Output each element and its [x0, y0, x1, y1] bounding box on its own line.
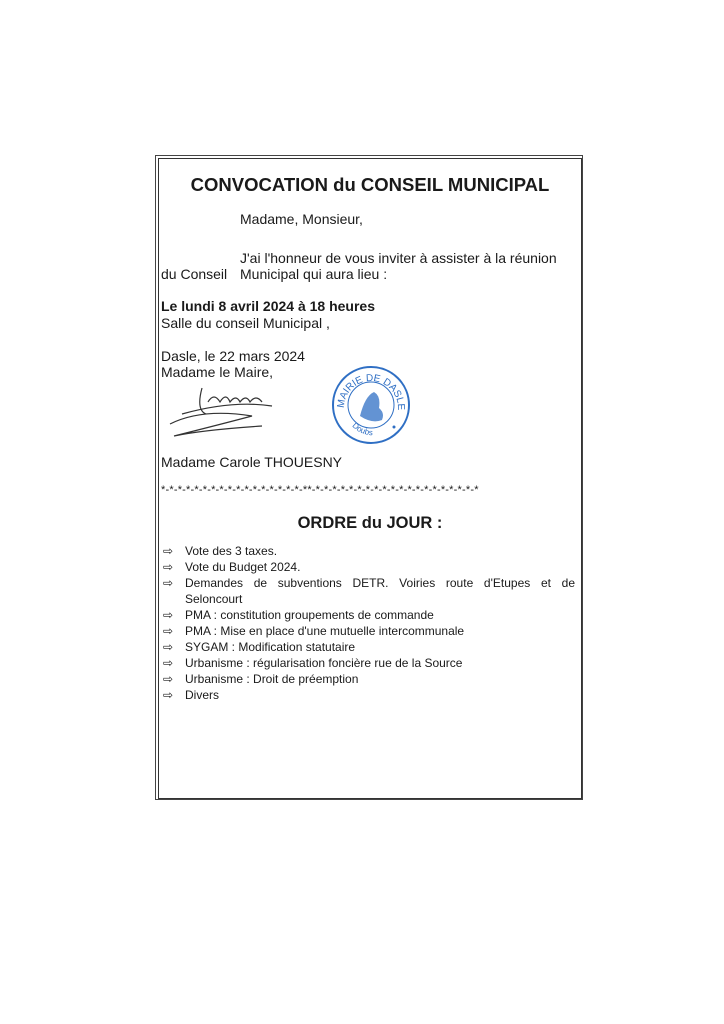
agenda-item: ⇨ Urbanisme : Droit de préemption: [163, 672, 359, 686]
arrow-right-icon: ⇨: [163, 560, 174, 574]
arrow-right-icon: ⇨: [163, 608, 174, 622]
place-date: Dasle, le 22 mars 2024: [161, 348, 305, 364]
invitation-line-2a: du Conseil: [161, 266, 228, 282]
arrow-right-icon: ⇨: [163, 544, 174, 558]
arrow-right-icon: ⇨: [163, 576, 174, 590]
salutation: Madame, Monsieur,: [240, 211, 363, 227]
mairie-stamp: [330, 364, 412, 446]
signatory-title: Madame le Maire,: [161, 364, 274, 380]
arrow-right-icon: ⇨: [163, 640, 174, 654]
agenda-item: ⇨ Urbanisme : régularisation foncière rue de la Source: [163, 656, 463, 670]
agenda-item: ⇨ Vote du Budget 2024.: [163, 560, 301, 574]
arrow-right-icon: ⇨: [163, 672, 174, 686]
stamp-text: MAIRIE DE DASLE: [335, 372, 407, 411]
arrow-right-icon: ⇨: [163, 656, 174, 670]
arrow-right-icon: ⇨: [163, 688, 174, 702]
invitation-line-1: J'ai l'honneur de vous inviter à assister à la réunion: [240, 250, 557, 266]
svg-text:Doubs: [351, 421, 374, 437]
agenda-item: ⇨ SYGAM : Modification statutaire: [163, 640, 356, 654]
meeting-date: Le lundi 8 avril 2024 à 18 heures: [161, 298, 375, 314]
agenda-item: ⇨ PMA : Mise en place d'une mutuelle intercommunale: [163, 624, 465, 638]
invitation-line-2b: Municipal qui aura lieu :: [240, 266, 388, 282]
meeting-place: Salle du conseil Municipal ,: [161, 315, 330, 331]
signature: [162, 384, 312, 444]
agenda-item: ⇨ PMA : constitution groupements de commande: [163, 608, 434, 622]
document-title: CONVOCATION du CONSEIL MUNICIPAL: [190, 174, 550, 195]
agenda-item: ⇨ Demandes de subventions DETR. Voiries route d'Etupes et de Seloncourt: [163, 576, 575, 606]
agenda-item: ⇨ Vote des 3 taxes.: [163, 544, 278, 558]
stamp-region: Doubs: [350, 420, 374, 438]
signatory-name: Madame Carole THOUESNY: [161, 454, 343, 470]
separator-line: *-*-*-*-*-*-*-*-*-*-*-*-*-*-*-*-*-**-*-*-*-*-*-*-*-*-*-*-*-*-*-*-*-*-*-*-*-*: [161, 484, 479, 496]
agenda-list: [163, 543, 575, 703]
agenda-item: ⇨ Divers: [163, 688, 220, 702]
agenda-title: ORDRE du JOUR :: [297, 514, 443, 532]
arrow-right-icon: ⇨: [163, 624, 174, 638]
